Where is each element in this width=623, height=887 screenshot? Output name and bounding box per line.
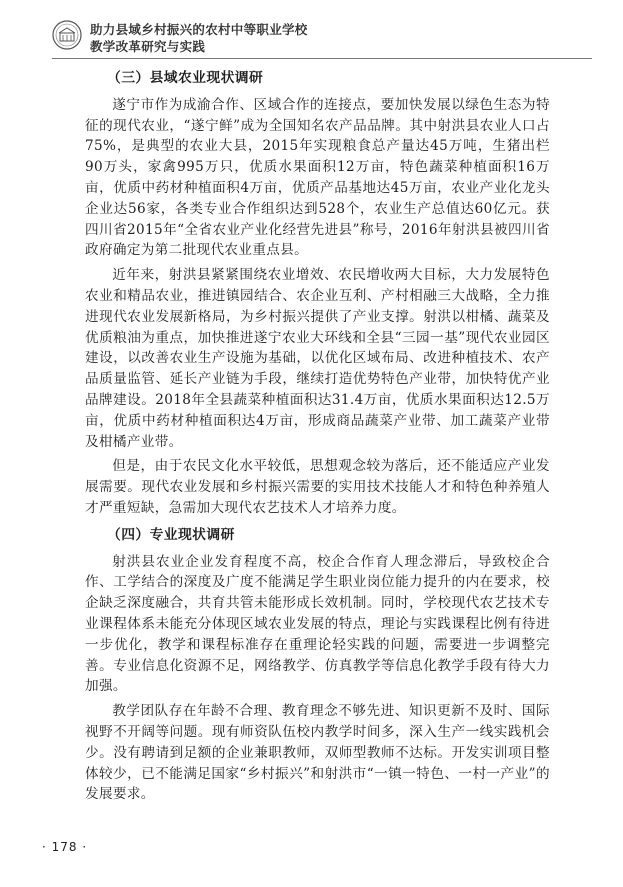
paragraph: 教学团队存在年龄不合理、教育理念不够先进、知识更新不及时、国际视野不开阔等问题。现有师资队伍校内教学时间多，深入生产一线实践机会少。没有聘请到足额的企业兼职教师，双师型教师不达标。开发实训项目整体较少，已不能满足国家“乡村振兴”和射洪市“一镇一特色、一村一产业”的发展要求。: [85, 703, 550, 803]
paragraph: 遂宁市作为成渝合作、区域合作的连接点，要加快发展以绿色生态为特征的现代农业，“遂宁鲜”成为全国知名农产品品牌。其中射洪县农业人口占75%，是典型的农业大县，2015年实现粮食总产量达45万吨，生猪出栏90万头，家禽995万只，优质水果面积12万亩，特色蔬菜种植面积16万亩，优质中药材种植面积4万亩，优质产品基地达45万亩，农业产业化龙头企业达56家，各类专业合作组织达到528个，农业生产总值达60亿元。获四川省2015年“全省农业产业化经营先进县”称号，2016年射洪县被四川省政府确定为第二批现代农业重点县。: [85, 96, 550, 259]
header-title-line1: 助力县域乡村振兴的农村中等职业学校: [90, 22, 308, 37]
paragraph: 近年来，射洪县紧紧围绕农业增效、农民增收两大目标，大力发展特色农业和精品农业，推进镇园结合、农企业互利、产村相融三大战略，全力推进现代农业发展新格局，为乡村振兴提供了产业支撑。射洪以柑橘、蔬菜及优质粮油为重点，加快推进遂宁农业大环线和全县“三园一基”现代农业园区建设，以改善农业生产设施为基础，以优化区域布局、改进种植技术、农产品质量监管、延长产业链为手段，继续打造优势特色产业带，加快特优产业品牌建设。2018年全县蔬菜种植面积达31.4万亩，优质水果面积达12.5万亩，优质中药材种植面积达4万亩，形成商品蔬菜产业带、加工蔬菜产业带及柑橘产业带。: [85, 267, 550, 450]
running-header: [52, 18, 592, 58]
header-divider: [52, 58, 592, 59]
page-number: · 178 ·: [42, 840, 88, 854]
header-title-line2: 教学改革研究与实践: [90, 39, 206, 54]
paragraph: 但是，由于农民文化水平较低，思想观念较为落后，还不能适应产业发展需要。现代农业发展和乡村振兴需要的实用技术技能人才和特色种养殖人才严重短缺，急需加大现代农艺技术人才培养力度。: [85, 458, 550, 516]
section-heading: （四）专业现状调研: [107, 526, 235, 543]
school-logo-icon: [52, 20, 82, 50]
page-body: [85, 68, 550, 809]
paragraph: 射洪县农业企业发育程度不高，校企合作育人理念滞后，导致校企合作、工学结合的深度及广度不能满足学生职业岗位能力提升的内在要求，校企缺乏深度融合，共育共管未能形成长效机制。同时，学校现代农艺技术专业课程体系未能充分体现区域农业发展的特点，理论与实践课程比例有待进一步优化，教学和课程标准存在重理论轻实践的问题，需要进一步调整完善。专业信息化资源不足，网络教学、仿真教学等信息化教学手段有待大力加强。: [85, 553, 550, 695]
header-title: [90, 21, 308, 55]
section-heading: （三）县域农业现状调研: [107, 70, 264, 86]
